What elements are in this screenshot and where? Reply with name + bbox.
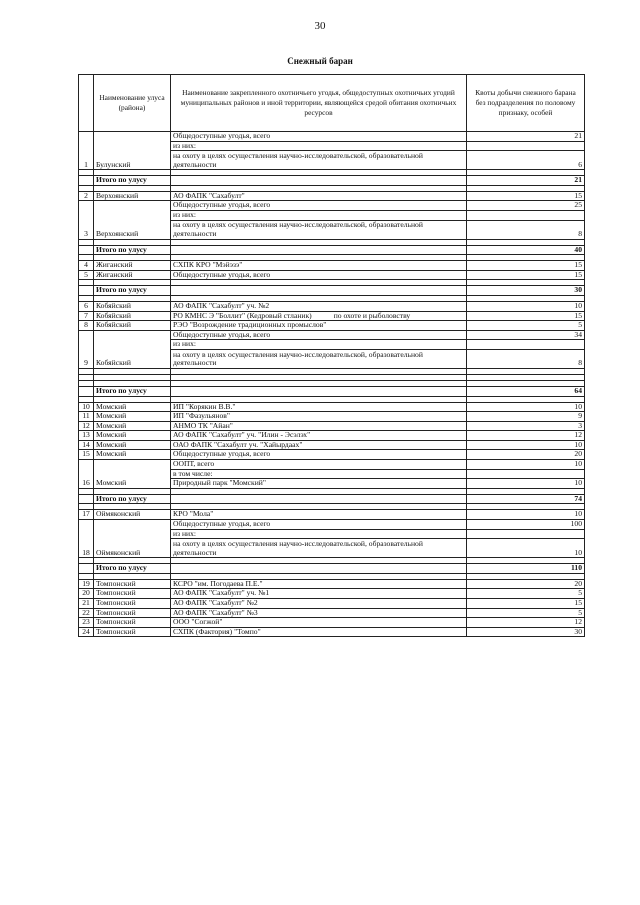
table-row	[79, 191, 585, 201]
row-number: 12	[79, 421, 94, 431]
row-number: 18	[79, 520, 94, 558]
quota-value: 34	[467, 330, 585, 340]
total-row	[79, 494, 585, 504]
area-name	[171, 421, 467, 431]
area-name	[171, 520, 467, 530]
row-number: 7	[79, 311, 94, 321]
row-number: 9	[79, 330, 94, 368]
region-name: Момский	[94, 450, 171, 460]
quota-value: 5	[467, 589, 585, 599]
quota-value: 10	[467, 510, 585, 520]
empty-cell	[79, 286, 94, 296]
area-text: ОАО ФАПК "Сахабулт уч. "Хайырдаах"	[173, 440, 303, 449]
quota-value: 10	[467, 479, 585, 489]
quota-value	[467, 340, 585, 350]
area-name	[171, 301, 467, 311]
area-name	[171, 261, 467, 271]
table-row	[79, 431, 585, 441]
quota-value: 3	[467, 421, 585, 431]
table-row	[79, 330, 585, 340]
row-number: 16	[79, 460, 94, 489]
table-row	[79, 608, 585, 618]
row-number: 5	[79, 270, 94, 280]
total-value: 30	[467, 286, 585, 296]
total-value: 74	[467, 494, 585, 504]
area-text: ИП "Корякин В.В."	[173, 402, 236, 411]
total-label: Итого по улусу	[94, 494, 171, 504]
table-row	[79, 440, 585, 450]
table-row	[79, 579, 585, 589]
area-text: РЭО "Возрождение традиционных промыслов"	[173, 320, 327, 330]
quota-value: 20	[467, 579, 585, 589]
quota-value: 12	[467, 431, 585, 441]
table-row	[79, 321, 585, 331]
quota-value: 20	[467, 450, 585, 460]
area-name	[171, 469, 467, 479]
area-name	[171, 151, 467, 170]
row-number: 21	[79, 599, 94, 609]
area-name	[171, 618, 467, 628]
total-value: 64	[467, 386, 585, 396]
area-name	[171, 191, 467, 201]
area-text: из них:	[173, 339, 196, 349]
total-label: Итого по улусу	[94, 176, 171, 186]
table-row	[79, 132, 585, 142]
table-row	[79, 520, 585, 530]
quota-value: 15	[467, 270, 585, 280]
table-row	[79, 201, 585, 211]
total-row	[79, 564, 585, 574]
row-number: 24	[79, 627, 94, 637]
table-row	[79, 450, 585, 460]
header-quota: Квоты добычи снежного барана без подразделения по половому признаку, особей	[467, 75, 585, 132]
row-number: 15	[79, 450, 94, 460]
area-text: АО ФАПК "Сахабулт" уч. №2	[173, 301, 270, 310]
region-name: Момский	[94, 402, 171, 412]
area-name	[171, 479, 467, 489]
area-text: СХПК (Фактория) "Томпо"	[173, 627, 261, 636]
quota-value: 15	[467, 599, 585, 609]
quota-value: 5	[467, 321, 585, 331]
region-name: Момский	[94, 421, 171, 431]
quota-value: 21	[467, 132, 585, 142]
empty-cell	[171, 564, 467, 574]
row-number: 19	[79, 579, 94, 589]
total-label: Итого по улусу	[94, 245, 171, 255]
row-number: 1	[79, 132, 94, 170]
quota-value: 12	[467, 618, 585, 628]
table-row	[79, 599, 585, 609]
area-name	[171, 412, 467, 422]
area-text: ООПТ, всего	[173, 459, 215, 469]
area-name	[171, 539, 467, 558]
empty-cell	[171, 494, 467, 504]
region-name: Томпонский	[94, 608, 171, 618]
quota-value: 10	[467, 301, 585, 311]
area-name	[171, 210, 467, 220]
document-title: Снежный баран	[287, 56, 353, 66]
region-name: Томпонский	[94, 579, 171, 589]
area-text: на охоту в целях осуществления научно-исследовательской, образовательной деятельности	[173, 220, 423, 238]
region-name: Момский	[94, 440, 171, 450]
region-name: Верхоянский	[94, 191, 171, 201]
quota-value	[467, 529, 585, 539]
row-number: 6	[79, 301, 94, 311]
empty-cell	[171, 245, 467, 255]
area-name	[171, 141, 467, 151]
quota-value: 8	[467, 349, 585, 368]
region-name: Томпонский	[94, 599, 171, 609]
total-value: 110	[467, 564, 585, 574]
total-row	[79, 245, 585, 255]
quota-value: 15	[467, 311, 585, 321]
table-row	[79, 412, 585, 422]
area-name	[171, 579, 467, 589]
table-row	[79, 627, 585, 637]
quota-table	[78, 74, 585, 637]
area-text: из них:	[173, 210, 196, 219]
table-row	[79, 261, 585, 271]
total-value: 40	[467, 245, 585, 255]
region-name: Оймяконский	[94, 520, 171, 558]
quota-value: 10	[467, 539, 585, 558]
table-row	[79, 421, 585, 431]
area-text: АО ФАПК "Сахабулт" №3	[173, 608, 258, 617]
area-text: Общедоступные угодья, всего	[173, 270, 271, 279]
region-name: Кобяйский	[94, 321, 171, 331]
quota-value: 15	[467, 261, 585, 271]
table-header-row	[79, 75, 585, 132]
area-name	[171, 270, 467, 280]
row-number: 8	[79, 321, 94, 331]
table-row	[79, 460, 585, 470]
area-name	[171, 510, 467, 520]
empty-cell	[79, 564, 94, 574]
table-row	[79, 402, 585, 412]
quota-value: 9	[467, 412, 585, 422]
quota-value: 10	[467, 440, 585, 450]
area-text: Общедоступные угодья, всего	[173, 519, 271, 529]
region-name: Кобяйский	[94, 330, 171, 368]
empty-cell	[79, 176, 94, 186]
area-name	[171, 201, 467, 211]
area-name	[171, 132, 467, 142]
region-name: Момский	[94, 460, 171, 489]
total-row	[79, 386, 585, 396]
table-row	[79, 301, 585, 311]
page-number: 30	[314, 20, 326, 32]
area-name	[171, 349, 467, 368]
area-name	[171, 529, 467, 539]
row-number: 4	[79, 261, 94, 271]
table-row	[79, 589, 585, 599]
region-name: Верхоянский	[94, 201, 171, 239]
header-region: Наименование улуса (района)	[94, 75, 171, 132]
area-name	[171, 330, 467, 340]
total-row	[79, 176, 585, 186]
region-name: Булунский	[94, 132, 171, 170]
empty-cell	[171, 286, 467, 296]
table-row	[79, 270, 585, 280]
quota-value: 100	[467, 520, 585, 530]
area-name	[171, 311, 467, 321]
region-name: Жиганский	[94, 270, 171, 280]
row-number: 2	[79, 191, 94, 201]
empty-cell	[171, 386, 467, 396]
empty-cell	[79, 245, 94, 255]
area-text: КСРО "им. Погодаева П.Е."	[173, 579, 263, 588]
area-text: АО ФАПК "Сахабулт" №2	[173, 598, 258, 607]
row-number: 22	[79, 608, 94, 618]
area-text: на охоту в целях осуществления научно-исследовательской, образовательной деятельности	[173, 151, 423, 169]
table-row	[79, 510, 585, 520]
region-name: Томпонский	[94, 589, 171, 599]
quota-value	[467, 469, 585, 479]
region-name: Кобяйский	[94, 301, 171, 311]
total-label: Итого по улусу	[94, 564, 171, 574]
area-text: Общедоступные угодья, всего	[173, 449, 271, 459]
area-text: Природный парк "Момский"	[173, 478, 266, 488]
row-number: 17	[79, 510, 94, 520]
area-text: АО ФАПК "Сахабулт" уч. "Илин - Эсэлэх"	[173, 430, 311, 440]
area-text: из них:	[173, 529, 196, 538]
area-name	[171, 450, 467, 460]
region-name: Жиганский	[94, 261, 171, 271]
quota-value: 25	[467, 201, 585, 211]
total-label: Итого по улусу	[94, 386, 171, 396]
row-number: 14	[79, 440, 94, 450]
quota-value	[467, 141, 585, 151]
area-name	[171, 627, 467, 637]
empty-cell	[79, 386, 94, 396]
area-name	[171, 608, 467, 618]
region-name: Оймяконский	[94, 510, 171, 520]
region-name: Момский	[94, 431, 171, 441]
quota-value: 10	[467, 460, 585, 470]
area-text: ООО "Согжой"	[173, 617, 223, 627]
area-name	[171, 402, 467, 412]
area-text: ИП "Фазульянов"	[173, 411, 230, 421]
area-name	[171, 431, 467, 441]
area-text: Общедоступные угодья, всего	[173, 330, 271, 339]
region-name: Момский	[94, 412, 171, 422]
region-name: Томпонский	[94, 618, 171, 628]
area-text: АНМО ТК "Айан"	[173, 421, 233, 430]
quota-table-body	[79, 75, 585, 637]
area-extra-text: по охоте и рыболовству	[333, 311, 411, 320]
area-name	[171, 599, 467, 609]
row-number: 10	[79, 402, 94, 412]
area-text: на охоту в целях осуществления научно-исследовательской, образовательной деятельности	[173, 539, 423, 557]
row-number: 13	[79, 431, 94, 441]
area-name	[171, 589, 467, 599]
row-number: 20	[79, 589, 94, 599]
area-name	[171, 340, 467, 350]
region-name: Кобяйский	[94, 311, 171, 321]
area-text: АО ФАПК "Сахабулт" уч. №1	[173, 588, 270, 598]
area-text: из них:	[173, 141, 196, 150]
area-text: РО КМНС Э "Боллит" (Кедровый стланик)	[173, 311, 312, 320]
table-row	[79, 618, 585, 628]
area-name	[171, 440, 467, 450]
quota-value: 5	[467, 608, 585, 618]
empty-cell	[171, 176, 467, 186]
area-text: СХПК КРО "Мэйэзэ"	[173, 260, 243, 270]
total-label: Итого по улусу	[94, 286, 171, 296]
area-name	[171, 321, 467, 331]
empty-cell	[79, 494, 94, 504]
total-row	[79, 286, 585, 296]
region-name: Томпонский	[94, 627, 171, 637]
area-text: в том числе:	[173, 469, 213, 478]
total-value: 21	[467, 176, 585, 186]
area-text: КРО "Мола"	[173, 509, 214, 519]
area-text: АО ФАПК "Сахабулт"	[173, 191, 245, 200]
area-name	[171, 220, 467, 239]
quota-value: 6	[467, 151, 585, 170]
quota-value: 15	[467, 191, 585, 201]
table-row	[79, 311, 585, 321]
quota-value: 8	[467, 220, 585, 239]
quota-value: 10	[467, 402, 585, 412]
row-number: 23	[79, 618, 94, 628]
area-name	[171, 460, 467, 470]
row-number: 11	[79, 412, 94, 422]
header-area: Наименование закрепленного охотничьего угодья, общедоступных охотничьих угодий муниципальных районов и иной территории, являющейся средой обитания охотничьих ресурсов	[171, 75, 467, 132]
row-number: 3	[79, 201, 94, 239]
area-text: Общедоступные угодья, всего	[173, 200, 271, 210]
area-text: на охоту в целях осуществления научно-исследовательской, образовательной деятельности	[173, 349, 423, 368]
area-text: Общедоступные угодья, всего	[173, 131, 271, 140]
quota-value: 30	[467, 627, 585, 637]
quota-value	[467, 210, 585, 220]
